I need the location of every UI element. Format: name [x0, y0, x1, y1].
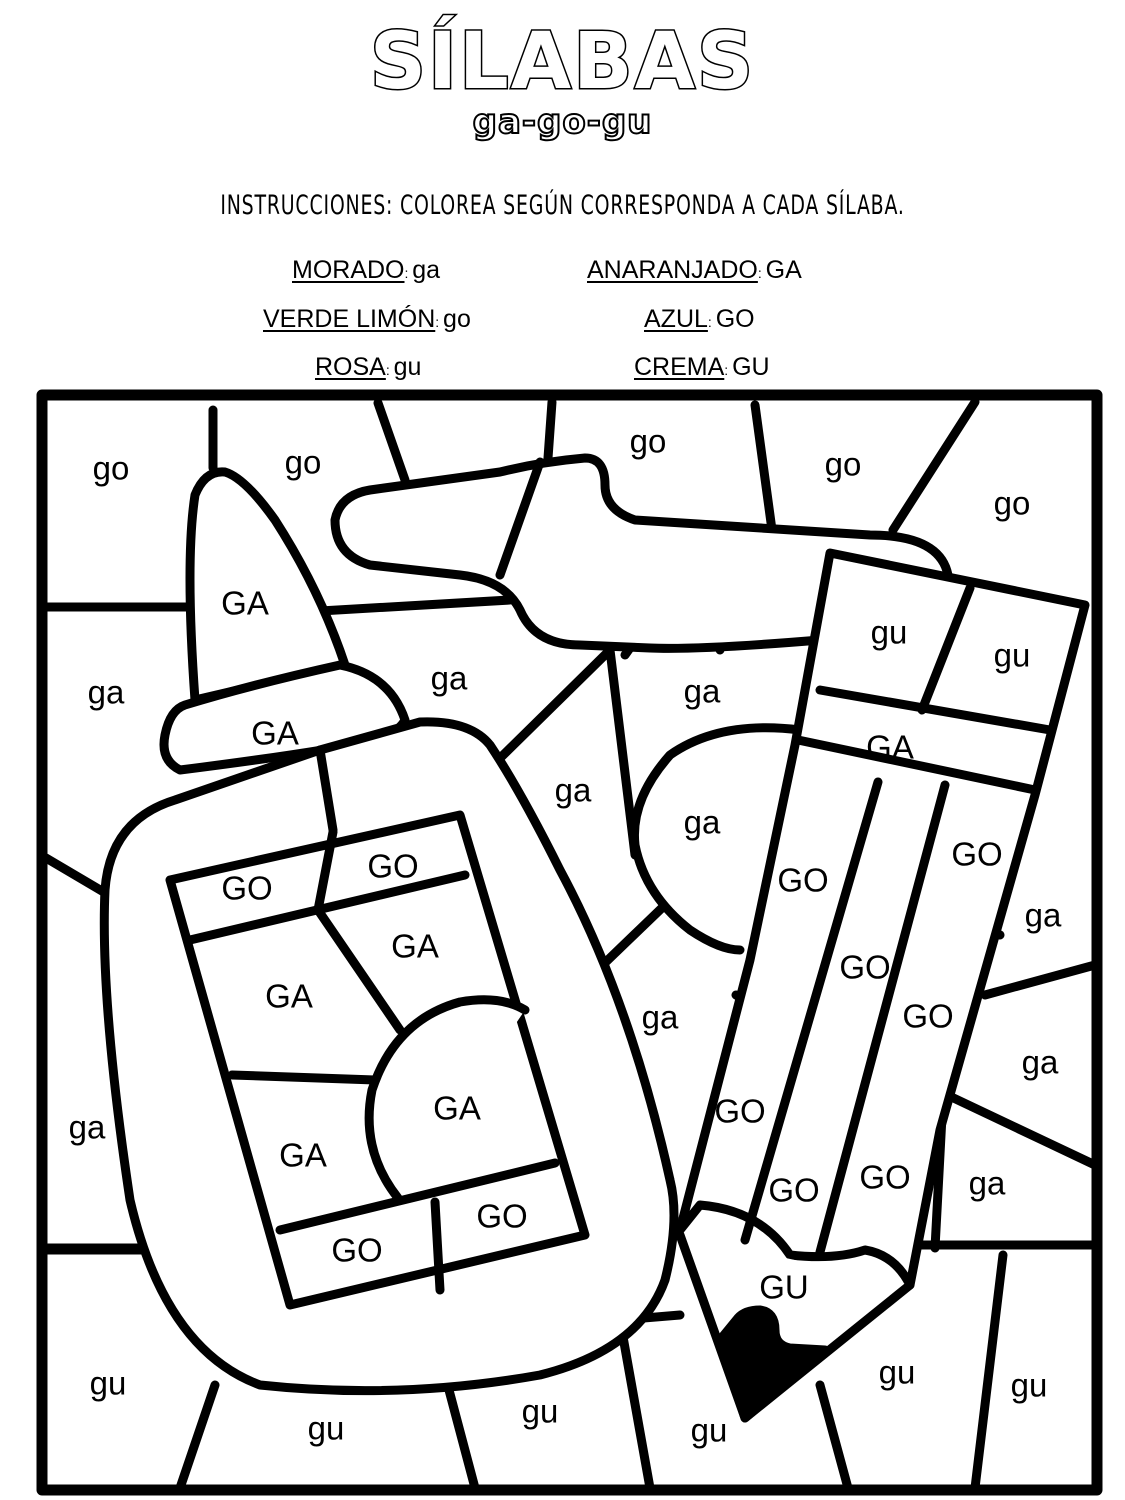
bg-line: [548, 402, 552, 458]
region-label: ga: [1024, 896, 1062, 934]
region-label: ga: [968, 1164, 1006, 1202]
bg-line: [820, 1385, 848, 1488]
legend-item-morado: MORADO: ga: [292, 256, 441, 284]
legend-syllable: gu: [393, 353, 422, 381]
region-label: gu: [993, 636, 1031, 674]
bg-line: [755, 405, 772, 530]
bg-line: [445, 1375, 475, 1488]
region-label: GO: [221, 869, 273, 907]
region-label: go: [284, 443, 322, 481]
region-label: gu: [307, 1409, 345, 1447]
subtitle-text: ga-go-gu: [472, 102, 653, 142]
legend-color-name: ANARANJADO: [587, 256, 758, 284]
region-label: ga: [1021, 1043, 1059, 1081]
legend-color-name: CREMA: [634, 353, 725, 381]
instructions-text: INSTRUCCIONES: COLOREA SEGÚN CORRESPONDA A CADA SÍLABA.: [220, 190, 905, 221]
pencil-tip: [680, 1235, 910, 1418]
bg-line: [620, 1320, 650, 1488]
region-label: GO: [859, 1158, 911, 1196]
label-line: [435, 1202, 440, 1290]
legend-color-name: MORADO: [292, 256, 405, 284]
region-label: gu: [878, 1353, 916, 1391]
region-label: GO: [476, 1197, 528, 1235]
title-text: SÍLABAS: [369, 17, 756, 107]
bg-line: [303, 600, 510, 612]
region-label: GA: [265, 977, 313, 1015]
legend-syllable: go: [443, 305, 471, 333]
legend-syllable: GU: [732, 353, 770, 381]
region-label: gu: [870, 613, 908, 651]
region-label: go: [629, 422, 667, 460]
bg-line: [985, 965, 1095, 995]
legend-item-rosa: ROSA: gu: [315, 353, 422, 381]
legend-item-verde-limon: VERDE LIMÓN: go: [263, 305, 471, 333]
region-label: GA: [221, 584, 269, 622]
region-label: GO: [714, 1092, 766, 1130]
legend-color-name: ROSA: [315, 353, 386, 381]
label-line: [232, 1075, 375, 1080]
region-label: ga: [430, 659, 468, 697]
region-label: GA: [391, 927, 439, 965]
region-label: ga: [87, 673, 125, 711]
region-label: gu: [1010, 1366, 1048, 1404]
region-label: GO: [777, 861, 829, 899]
legend-syllable: ga: [412, 256, 441, 284]
region-label: GO: [367, 847, 419, 885]
region-label: ga: [683, 803, 721, 841]
legend-item-anaranjado: ANARANJADO: GA: [587, 256, 802, 284]
legend-color-name: VERDE LIMÓN: [263, 305, 436, 333]
bg-line: [893, 402, 975, 530]
region-label: GA: [433, 1089, 481, 1127]
legend-item-crema: CREMA: GU: [634, 353, 770, 381]
region-label: GU: [759, 1268, 809, 1306]
region-label: go: [993, 484, 1031, 522]
legend-color-name: AZUL: [644, 305, 708, 333]
bg-line: [378, 403, 405, 480]
region-label: GA: [279, 1136, 327, 1174]
region-label: GO: [768, 1171, 820, 1209]
region-label: go: [92, 449, 130, 487]
region-label: gu: [521, 1392, 559, 1430]
region-label: ga: [68, 1108, 106, 1146]
region-label: GO: [951, 835, 1003, 873]
region-label: GO: [902, 997, 954, 1035]
region-label: ga: [641, 998, 679, 1036]
bg-line: [180, 1385, 215, 1488]
region-label: GO: [839, 948, 891, 986]
region-label: gu: [690, 1411, 728, 1449]
region-label: go: [824, 445, 862, 483]
legend-item-azul: AZUL: GO: [644, 305, 755, 333]
legend-syllable: GO: [715, 305, 755, 333]
legend-syllable: GA: [765, 256, 802, 284]
bg-line: [975, 1255, 1003, 1488]
region-label: GA: [866, 728, 914, 766]
region-label: gu: [89, 1364, 127, 1402]
region-label: ga: [683, 672, 721, 710]
region-label: ga: [554, 771, 592, 809]
region-label: GA: [251, 714, 299, 752]
region-label: GO: [331, 1231, 383, 1269]
